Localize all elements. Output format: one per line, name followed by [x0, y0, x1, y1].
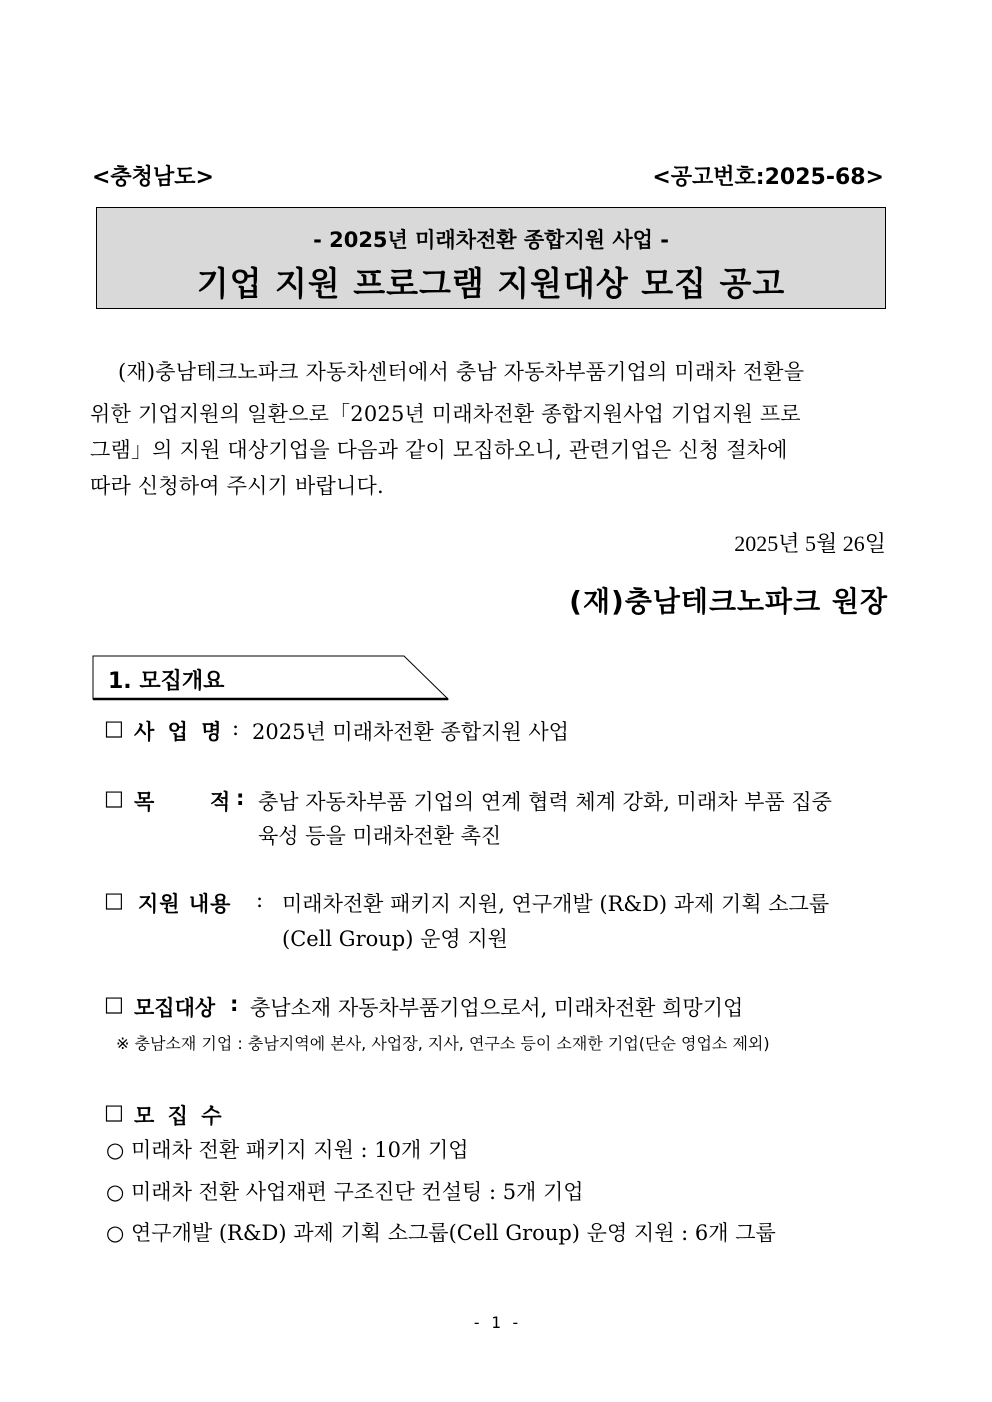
checkbox-icon: □: [104, 786, 124, 810]
province-label: <충청남도>: [92, 165, 214, 190]
list-item: ○ 연구개발 (R&D) 과제 기획 소그룹(Cell Group) 운영 지원 : 6개 그룹: [106, 1221, 776, 1245]
target-value: 충남소재 자동차부품기업으로서, 미래차전환 희망기업: [250, 996, 744, 1020]
business-colon: :: [232, 716, 240, 740]
list-item: ○ 미래차 전환 패키지 지원 : 10개 기업: [106, 1138, 469, 1162]
checkbox-icon: □: [104, 716, 124, 740]
purpose-label-1: 목: [134, 790, 155, 814]
issuer: (재)충남테크노파크 원장: [569, 585, 888, 618]
business-label: 사 업 명: [134, 720, 225, 744]
count-label: 모 집 수: [134, 1104, 225, 1128]
business-value: 2025년 미래차전환 종합지원 사업: [252, 720, 569, 744]
intro-line-1: (재)충남테크노파크 자동차센터에서 충남 자동차부품기업의 미래차 전환을: [118, 360, 805, 384]
support-label: 지원 내용: [138, 892, 232, 916]
checkbox-icon: □: [104, 888, 124, 912]
page-number: - 1 -: [471, 1313, 521, 1332]
notice-number: <공고번호:2025-68>: [652, 165, 884, 190]
support-colon: :: [256, 888, 264, 912]
intro-line-2: 위한 기업지원의 일환으로「2025년 미래차전환 종합지원사업 기업지원 프로: [90, 402, 801, 426]
intro-line-3: 그램」의 지원 대상기업을 다음과 같이 모집하오니, 관련기업은 신청 절차에: [90, 438, 788, 462]
checkbox-icon: □: [104, 992, 124, 1016]
target-note: ※ 충남소재 기업 : 충남지역에 본사, 사업장, 지사, 연구소 등이 소재한 기업(단순 영업소 제외): [116, 1034, 770, 1053]
title-subtitle: - 2025년 미래차전환 종합지원 사업 -: [313, 228, 669, 252]
purpose-line-2: 육성 등을 미래차전환 촉진: [258, 824, 502, 848]
target-colon: :: [230, 992, 239, 1016]
section-heading: 1. 모집개요: [108, 669, 225, 694]
list-item: ○ 미래차 전환 사업재편 구조진단 컨설팅 : 5개 기업: [106, 1180, 584, 1204]
support-line-1: 미래차전환 패키지 지원, 연구개발 (R&D) 과제 기획 소그룹: [282, 892, 830, 916]
support-line-2: (Cell Group) 운영 지원: [282, 927, 508, 951]
title-main: 기업 지원 프로그램 지원대상 모집 공고: [196, 264, 786, 303]
intro-line-4: 따라 신청하여 주시기 바랍니다.: [90, 474, 384, 498]
purpose-colon: :: [236, 786, 245, 810]
checkbox-icon: □: [104, 1100, 124, 1124]
purpose-line-1: 충남 자동차부품 기업의 연계 협력 체계 강화, 미래차 부품 집중: [258, 790, 832, 814]
purpose-label-2: 적: [210, 790, 231, 814]
notice-date: 2025년 5월 26일: [734, 531, 886, 556]
title-box: [96, 207, 886, 309]
target-label: 모집대상: [134, 996, 216, 1020]
